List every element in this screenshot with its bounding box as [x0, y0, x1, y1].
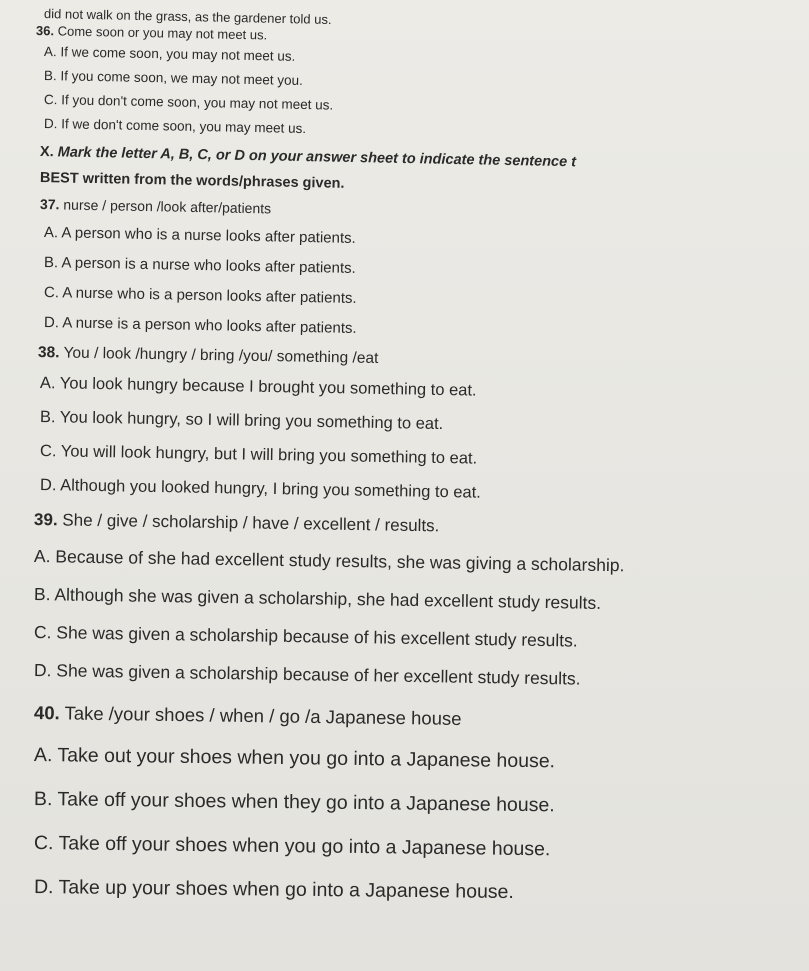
question-39	[34, 510, 440, 536]
section-x-label: X.	[39, 144, 54, 161]
question-36-option-c: C. If you don't come soon, you may not meet us.	[43, 92, 334, 113]
question-38-prompt: You / look /hungry / bring /you/ something /eat	[63, 344, 379, 367]
question-40	[34, 702, 462, 730]
section-x-instruction	[40, 144, 576, 170]
question-39-option-d: D. She was given a scholarship because of her excellent study results.	[33, 660, 581, 689]
question-36	[36, 23, 267, 42]
question-38-option-a: A. You look hungry because I brought you something to eat.	[39, 374, 477, 400]
question-38-option-d: D. Although you looked hungry, I bring you something to eat.	[39, 476, 482, 502]
question-38-option-c: C. You will look hungry, but I will bring you something to eat.	[39, 442, 478, 468]
question-38	[38, 344, 379, 368]
section-x-instruction-line2: BEST written from the words/phrases given.	[39, 170, 345, 192]
question-36-prompt: Come soon or you may not meet us.	[57, 23, 268, 43]
question-36-option-d: D. If we don't come soon, you may meet us.	[43, 116, 307, 137]
question-40-option-d: D. Take up your shoes when go into a Japanese house.	[33, 876, 514, 904]
question-37	[40, 196, 271, 216]
question-40-prompt: Take /your shoes / when / go /a Japanese house	[64, 702, 462, 729]
question-39-option-b: B. Although she was given a scholarship, she had excellent study results.	[33, 584, 602, 613]
question-40-number: 40.	[33, 702, 60, 724]
question-36-option-b: B. If you come soon, we may not meet you.	[43, 68, 303, 88]
question-40-option-c: C. Take off your shoes when you go into a Japanese house.	[33, 832, 551, 861]
question-38-number: 38.	[37, 344, 60, 362]
top-partial-line: did not walk on the grass, as the gardener told us.	[43, 6, 332, 28]
question-40-option-a: A. Take out your shoes when you go into a Japanese house.	[33, 744, 556, 773]
question-39-number: 39.	[33, 510, 58, 530]
question-39-option-c: C. She was given a scholarship because of his excellent study results.	[33, 622, 578, 651]
question-37-option-c: C. A nurse who is a person looks after patients.	[43, 284, 357, 308]
question-40-option-b: B. Take off your shoes when they go into a Japanese house.	[33, 788, 555, 817]
question-37-option-a: A. A person who is a nurse looks after patients.	[43, 224, 356, 247]
question-37-prompt: nurse / person /look after/patients	[63, 196, 272, 217]
section-x-instruction-line1: Mark the letter A, B, C, or D on your answer sheet to indicate the sentence t	[57, 144, 577, 171]
question-37-option-d: D. A nurse is a person who looks after patients.	[43, 314, 357, 338]
question-36-number: 36.	[35, 23, 55, 39]
question-39-option-a: A. Because of she had excellent study results, she was giving a scholarship.	[33, 546, 625, 576]
question-37-number: 37.	[39, 196, 60, 213]
question-37-option-b: B. A person is a nurse who looks after patients.	[43, 254, 356, 277]
question-39-prompt: She / give / scholarship / have / excellent / results.	[62, 510, 440, 536]
question-38-option-b: B. You look hungry, so I will bring you something to eat.	[39, 408, 444, 434]
question-36-option-a: A. If we come soon, you may not meet us.	[43, 44, 296, 64]
